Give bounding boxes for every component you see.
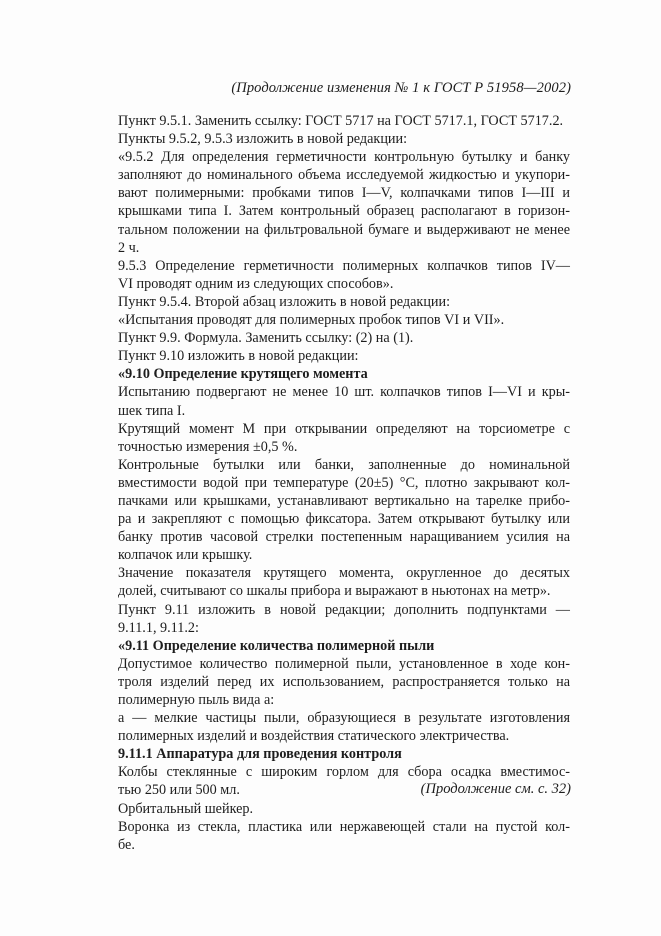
text-line: 2 ч. (118, 239, 140, 256)
text-line: «Испытания проводят для полимерных пробок типов VI и VII». (118, 312, 505, 329)
text-line: точностью измерения ±0,5 %. (118, 438, 298, 455)
text-line: крышками типа I. Затем контрольный образец располагают в горизон- (118, 203, 570, 220)
text-line: ра и закрепляют с помощью фиксатора. Затем открывают бутылку или (118, 511, 570, 528)
text-line: полимерных изделий и воздействия статического электричества. (118, 728, 510, 745)
text-line: Пункт 9.5.4. Второй абзац изложить в новой редакции: (118, 293, 451, 310)
text-line: Крутящий момент М при открывании определяют на торсиометре с (118, 420, 570, 437)
text-line: Пункт 9.5.1. Заменить ссылку: ГОСТ 5717 на ГОСТ 5717.1, ГОСТ 5717.2. (118, 113, 564, 129)
text-line: троля изделий перед их использованием, распространяется только на (118, 673, 570, 690)
text-line: Значение показателя крутящего момента, округленное до десятых (118, 565, 570, 582)
text-line: шек типа I. (118, 402, 186, 419)
document-body (118, 112, 570, 854)
text-line: 9.11.1, 9.11.2: (118, 619, 199, 636)
text-line: Пункты 9.5.2, 9.5.3 изложить в новой редакции: (118, 131, 408, 148)
text-line: тью 250 или 500 мл. (118, 782, 240, 799)
text-line: полимерную пыль вида а: (118, 692, 275, 708)
section-heading-line: «9.10 Определение крутящего момента (118, 366, 368, 383)
text-line: вают полимерными: пробками типов I—V, колпачками типов I—III и (118, 185, 570, 202)
text-line: «9.5.2 Для определения герметичности контрольную бутылку и банку (118, 149, 570, 166)
text-line: Контрольные бутылки или банки, заполненные до номинальной (118, 456, 570, 473)
text-line: колпачок или крышку. (118, 547, 253, 564)
text-line: Воронка из стекла, пластика или нержавеющей стали на пустой кол- (118, 818, 570, 835)
text-line: долей, считывают со шкалы прибора и выражают в ньютонах на метр». (118, 583, 551, 600)
text-line: а — мелкие частицы пыли, образующиеся в результате изготовления (118, 710, 570, 727)
text-line: заполняют до номинального объема исследуемой жидкостью и укупори- (118, 167, 570, 184)
text-line: вместимости водой при температуре (20±5) °С, плотно закрывают кол- (118, 474, 570, 491)
text-line: банку против часовой стрелки постепенным наращиванием усилия на (118, 529, 570, 546)
page-footer: (Продолжение см. с. 32) (420, 781, 571, 797)
text-line: Колбы стеклянные с широким горлом для сбора осадка вместимос- (118, 764, 570, 781)
text-line: Орбитальный шейкер. (118, 800, 254, 817)
text-line: 9.5.3 Определение герметичности полимерных колпачков типов IV— (118, 257, 570, 274)
page-header: (Продолжение изменения № 1 к ГОСТ Р 51958—2002) (231, 80, 571, 96)
text-line: VI проводят одним из следующих способов». (118, 275, 394, 292)
text-line: Допустимое количество полимерной пыли, установленное в ходе кон- (118, 655, 570, 672)
text-line: Пункт 9.10 изложить в новой редакции: (118, 348, 359, 365)
section-heading-line: «9.11 Определение количества полимерной пыли (118, 637, 435, 654)
text-line: Пункт 9.9. Формула. Заменить ссылку: (2) на (1). (118, 330, 414, 347)
section-heading-line: 9.11.1 Аппаратура для проведения контроля (118, 746, 402, 763)
text-line: пачками или крышками, устанавливают вертикально на тарелке прибо- (118, 492, 570, 509)
text-line: бе. (118, 836, 135, 853)
text-line: тальном положении на фильтровальной бумаге и выдерживают не менее (118, 221, 570, 238)
text-line: Пункт 9.11 изложить в новой редакции; дополнить подпунктами — (118, 601, 570, 618)
text-line: Испытанию подвергают не менее 10 шт. колпачков типов I—VI и кры- (118, 384, 570, 401)
